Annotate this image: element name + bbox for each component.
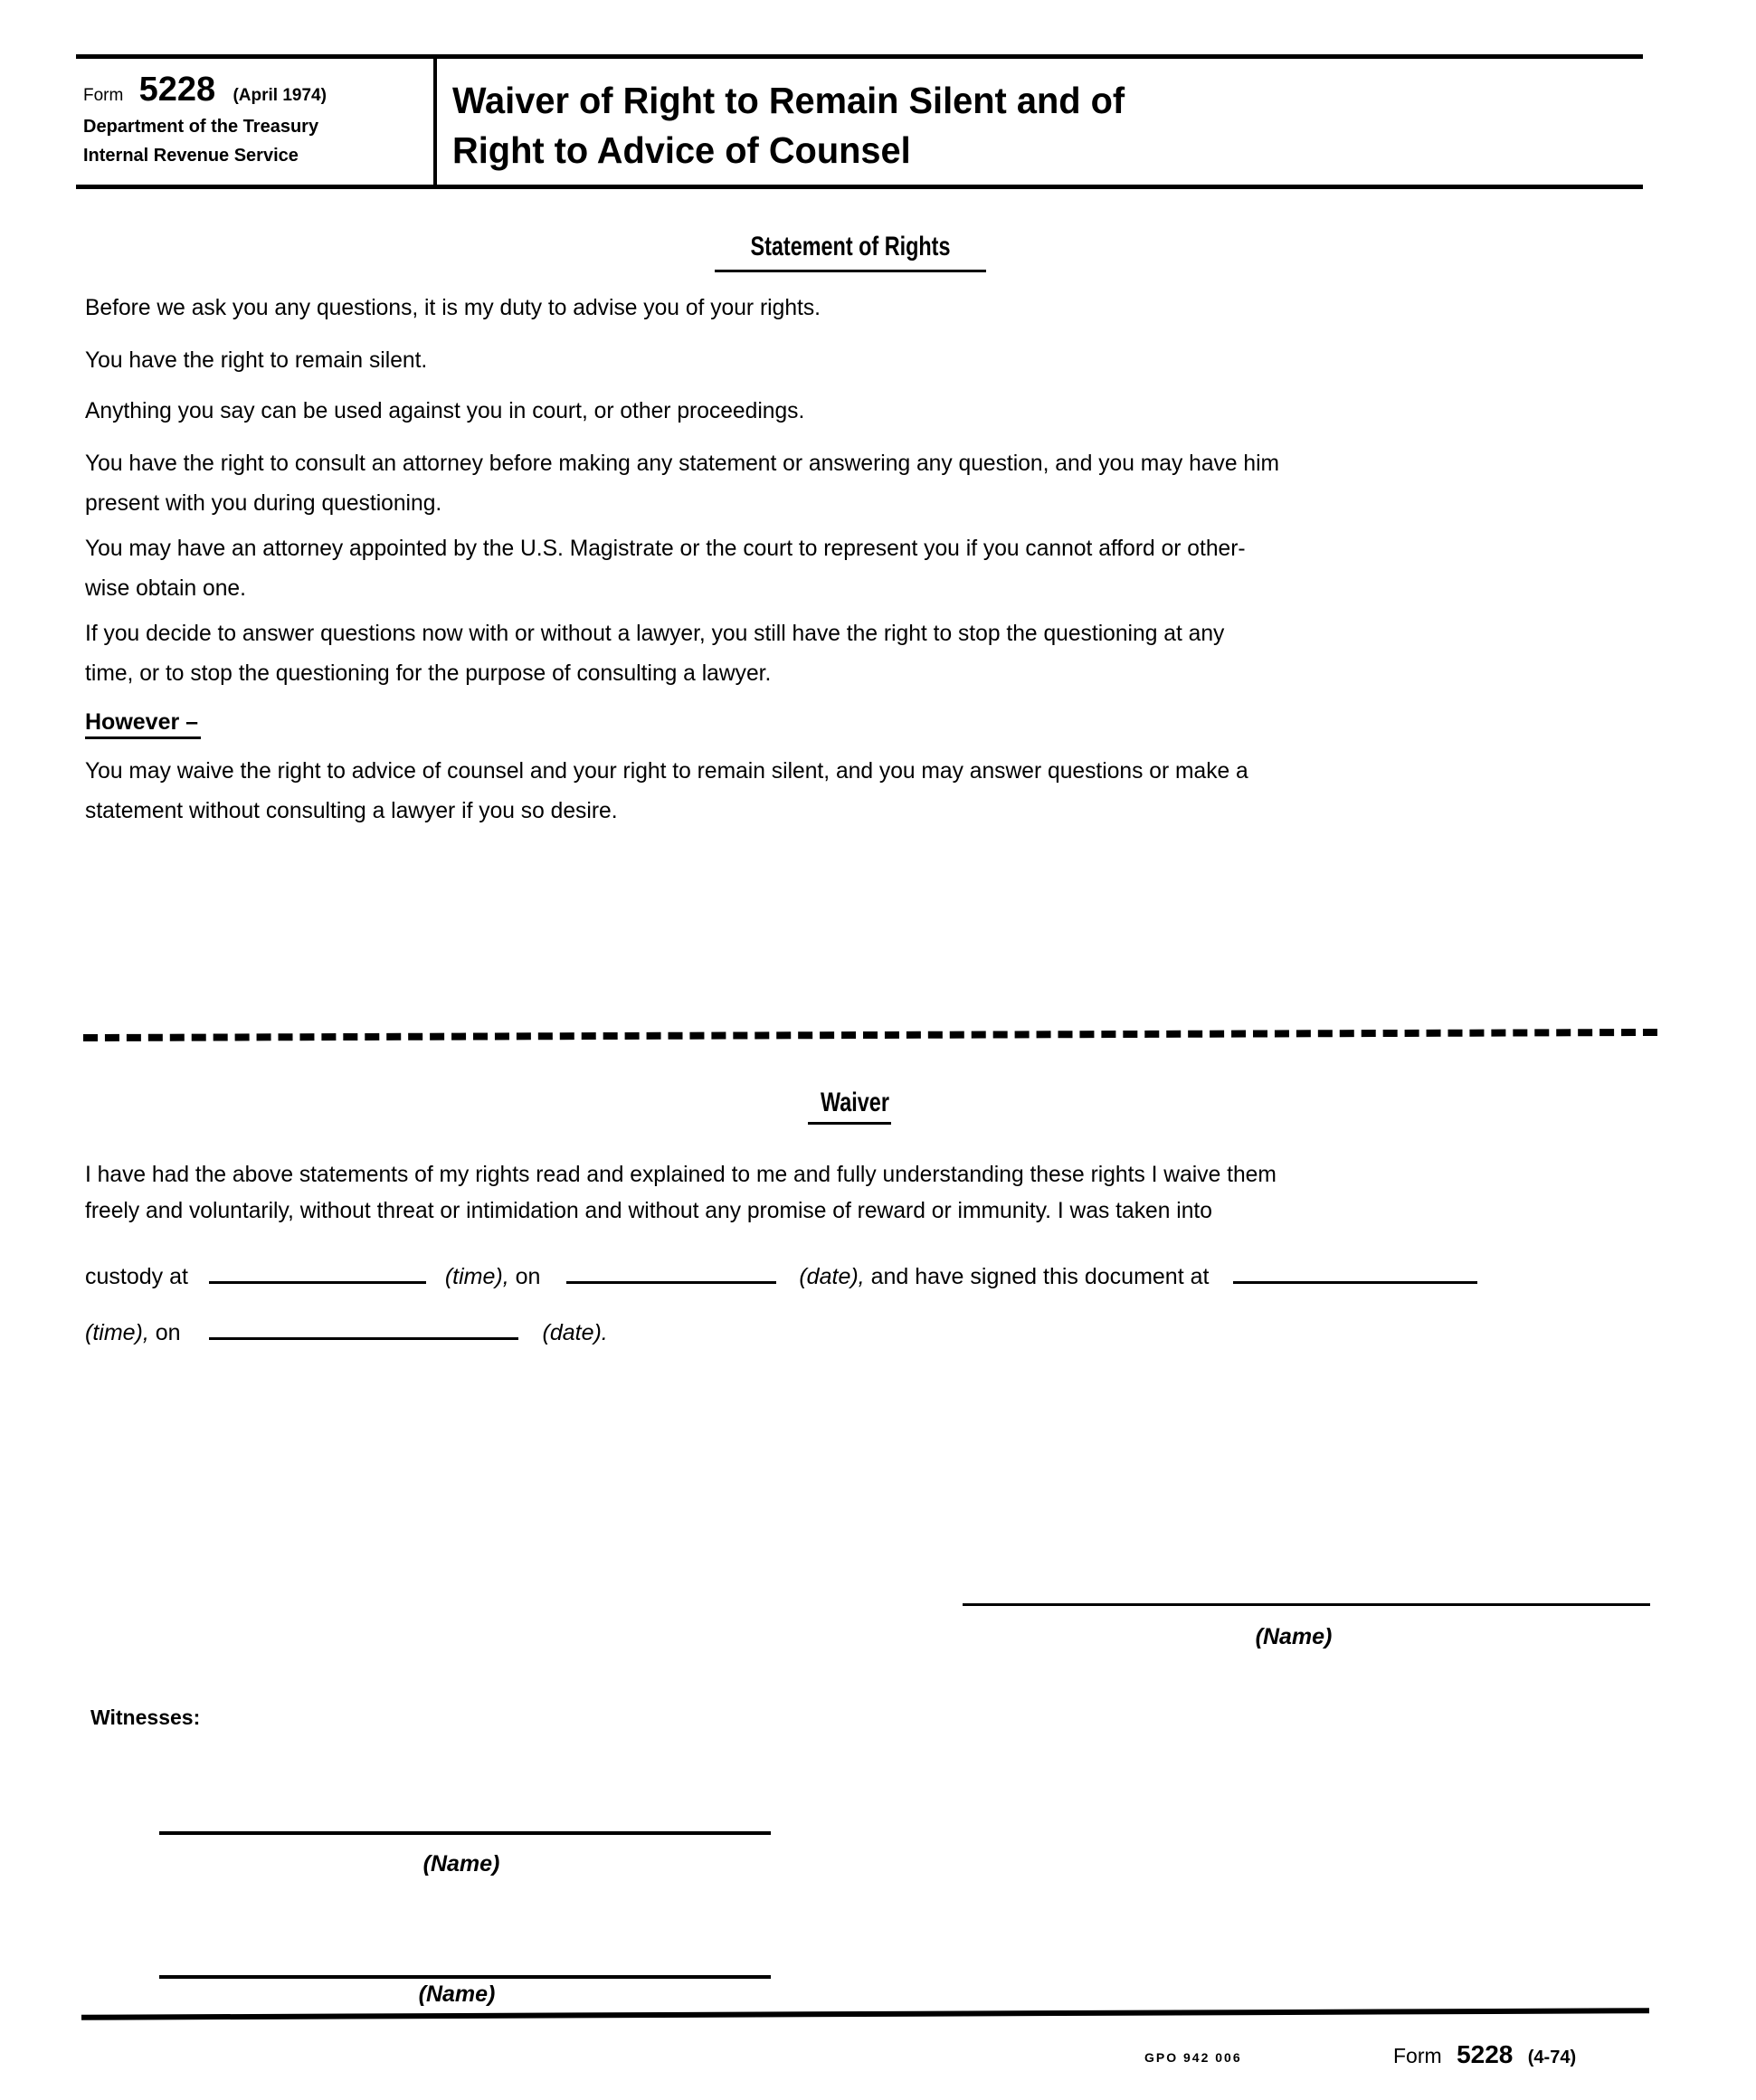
footer-form-label: Form	[1393, 2044, 1442, 2067]
signed-date-row	[85, 1314, 608, 1351]
gpo-code: GPO 942 006	[1144, 2050, 1242, 2065]
form-date: (April 1974)	[233, 86, 327, 105]
on-text: on	[515, 1264, 541, 1289]
statement-heading-underline	[715, 270, 986, 272]
date-label: (date),	[799, 1264, 865, 1289]
form-number: 5228	[138, 71, 216, 109]
waiver-heading: Waiver	[821, 1088, 889, 1117]
form-label: Form	[83, 86, 124, 105]
on-text: on	[155, 1320, 181, 1345]
custody-time-field[interactable]	[209, 1258, 426, 1284]
rights-paragraph: If you decide to answer questions now with or without a lawyer, you still have the right to stop the questioning at any time, or to stop the questioning for the purpose of consulting a lawyer.	[85, 621, 1225, 686]
footer-form-id	[1393, 2040, 1576, 2069]
waiver-paragraph: I have had the above statements of my rights read and explained to me and fully understanding these rights I waive them freely and voluntarily, without threat or intimidation and without any promise of reward or immunity. I was taken into	[85, 1162, 1277, 1223]
footer-form-number: 5228	[1457, 2040, 1514, 2068]
rights-paragraph: You may have an attorney appointed by the U.S. Magistrate or the court to represent you if you cannot afford or other- wise obtain one.	[85, 536, 1246, 601]
custody-date-field[interactable]	[566, 1258, 776, 1284]
time-label: (time),	[444, 1264, 509, 1289]
header-top-rule	[76, 54, 1643, 59]
rights-paragraph: You have the right to remain silent.	[85, 347, 428, 373]
custody-row	[85, 1258, 1477, 1295]
signed-date-field[interactable]	[209, 1314, 518, 1340]
form-title	[452, 76, 1125, 176]
footer-rule	[81, 2008, 1649, 2020]
form-identifier	[83, 71, 427, 169]
waiver-heading-underline	[808, 1122, 891, 1125]
witness1-signature-line[interactable]	[159, 1831, 771, 1835]
waiver-option-paragraph: You may waive the right to advice of counsel and your right to remain silent, and you may answer questions or make a statement without consulting a lawyer if you so desire.	[85, 758, 1248, 823]
rights-paragraph: Before we ask you any questions, it is my duty to advise you of your rights.	[85, 295, 821, 320]
custody-at-text: custody at	[85, 1264, 188, 1289]
witnesses-label: Witnesses:	[90, 1706, 201, 1729]
signed-time-field[interactable]	[1233, 1258, 1477, 1284]
agency: Internal Revenue Service	[83, 146, 299, 166]
signer-signature-line[interactable]	[963, 1603, 1650, 1606]
however-underline	[85, 736, 201, 739]
form-title-line1: Waiver of Right to Remain Silent and of	[452, 80, 1125, 121]
footer-form-rev: (4-74)	[1527, 2048, 1577, 2067]
header-divider	[433, 58, 437, 186]
rights-paragraph: Anything you say can be used against you in court, or other proceedings.	[85, 398, 805, 423]
statement-heading: Statement of Rights	[750, 232, 951, 261]
date-label: (date).	[542, 1320, 608, 1345]
department: Department of the Treasury	[83, 117, 319, 137]
header-bottom-rule	[76, 185, 1643, 189]
witness2-signature-line[interactable]	[159, 1975, 771, 1979]
dashed-divider	[83, 1029, 1657, 1041]
signed-at-text: and have signed this document at	[870, 1264, 1210, 1289]
witness1-name-label: (Name)	[422, 1851, 500, 1877]
witness2-name-label: (Name)	[418, 1981, 496, 2007]
time-label: (time),	[85, 1320, 149, 1345]
form-title-line2: Right to Advice of Counsel	[452, 129, 911, 171]
however-label: However –	[85, 709, 199, 735]
rights-paragraph: You have the right to consult an attorney before making any statement or answering any question, and you may have him present with you during questioning.	[85, 451, 1280, 516]
signer-name-label: (Name)	[1255, 1624, 1333, 1649]
